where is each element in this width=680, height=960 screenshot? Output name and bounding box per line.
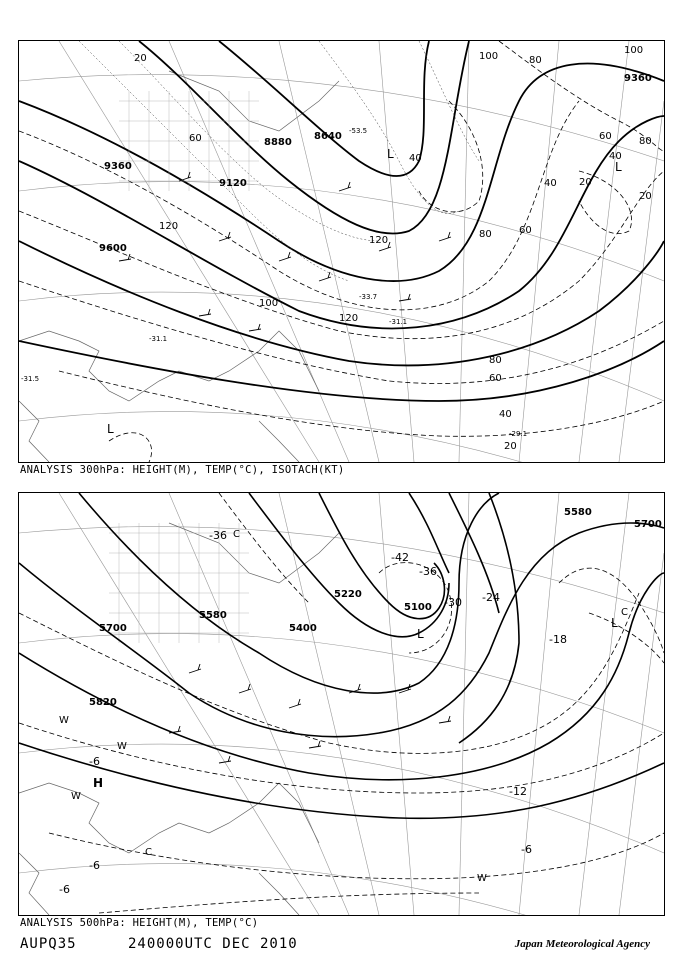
isotach-label: 100: [479, 51, 499, 62]
cold-marker: C: [233, 529, 240, 540]
lower-chart-map: [19, 493, 664, 915]
lower-chart-caption: ANALYSIS 500hPa: HEIGHT(M), TEMP(°C): [20, 917, 259, 929]
warm-marker: W: [59, 715, 69, 726]
height-label: 5820: [89, 697, 117, 708]
isotach-label: 120: [369, 235, 389, 246]
isotach-label: 80: [529, 55, 542, 66]
height-contours-500: [19, 493, 664, 818]
lower-chart-500hpa: [18, 492, 665, 916]
isotherm-label: -6: [89, 859, 100, 872]
upper-chart-300hpa: [18, 40, 665, 463]
height-label: 9120: [219, 178, 247, 189]
height-label: 5100: [404, 602, 432, 613]
agency-name: Japan Meteorological Agency: [514, 938, 650, 950]
isotach-label: 120: [159, 221, 179, 232]
height-label: 5580: [199, 610, 227, 621]
cold-marker: C: [145, 847, 152, 858]
isotach-label: 100: [624, 45, 644, 56]
warm-marker: W: [477, 873, 487, 884]
isotherm-label: -18: [549, 633, 567, 646]
isotherm-label: -36: [209, 529, 227, 542]
low-center: L: [107, 422, 114, 436]
temp-label: -33.7: [359, 293, 378, 301]
isotach-label: 60: [489, 373, 502, 384]
isotherm-label: -12: [509, 785, 527, 798]
temp-label: -31.5: [21, 375, 40, 383]
cold-marker: C: [621, 607, 628, 618]
temp-label: -53.5: [349, 127, 368, 135]
isotach-label: 40: [499, 409, 512, 420]
isotach-label: 80: [639, 136, 652, 147]
isotherm-label: -42: [391, 551, 409, 564]
isotach-label: 20: [639, 191, 652, 202]
isotach-label: 40: [544, 178, 557, 189]
warm-cold-markers-500: [59, 529, 628, 884]
high-center: H: [93, 776, 104, 790]
wind-barbs-500: [169, 664, 451, 763]
height-contours-300: [19, 41, 664, 401]
low-center: L: [387, 147, 394, 161]
isotach-label: 40: [609, 151, 622, 162]
warm-marker: W: [117, 741, 127, 752]
isotach-label: 60: [599, 131, 612, 142]
temp-label: -29.1: [509, 430, 528, 438]
low-center: L: [611, 616, 618, 630]
warm-marker: W: [71, 791, 81, 802]
isotach-label: 40: [409, 153, 422, 164]
height-label: 5700: [99, 623, 127, 634]
height-label: 9360: [624, 73, 652, 84]
isotherm-label: -30: [444, 596, 462, 609]
height-labels-300: [99, 73, 652, 254]
height-label: 5220: [334, 589, 362, 600]
upper-chart-caption: ANALYSIS 300hPa: HEIGHT(M), TEMP(°C), ISOTACH(KT): [20, 464, 345, 476]
isotach-label: 20: [134, 53, 147, 64]
temp-grid-500: [109, 523, 249, 643]
isotach-label: 120: [339, 313, 359, 324]
height-label: 5400: [289, 623, 317, 634]
isotach-label: 100: [259, 298, 279, 309]
isotherm-label: -36: [419, 565, 437, 578]
height-labels-500: [89, 507, 662, 708]
temp-label: -31.1: [389, 318, 408, 326]
height-label: 5580: [564, 507, 592, 518]
coastline-300: [19, 71, 339, 462]
isotach-label: 60: [519, 225, 532, 236]
chart-code: AUPQ35: [20, 936, 77, 952]
height-label: 9360: [104, 161, 132, 172]
temp-labels-300: [21, 127, 527, 438]
upper-chart-map: [19, 41, 664, 462]
isotherm-label: -24: [482, 591, 500, 604]
height-label: 8880: [264, 137, 292, 148]
isotherm-label: -6: [89, 755, 100, 768]
height-label: 5700: [634, 519, 662, 530]
height-label: 9600: [99, 243, 127, 254]
isotach-label: 60: [189, 133, 202, 144]
isotherm-label: -6: [521, 843, 532, 856]
isotach-label: 80: [479, 229, 492, 240]
low-center: L: [615, 160, 622, 174]
low-center: L: [417, 627, 424, 641]
chart-valid-time: 240000UTC DEC 2010: [128, 936, 298, 952]
isotach-label: 80: [489, 355, 502, 366]
height-label: 8640: [314, 131, 342, 142]
isotherm-label: -6: [59, 883, 70, 896]
temp-label: -31.1: [149, 335, 168, 343]
isotach-label: 20: [579, 177, 592, 188]
isotach-label: 20: [504, 441, 517, 452]
